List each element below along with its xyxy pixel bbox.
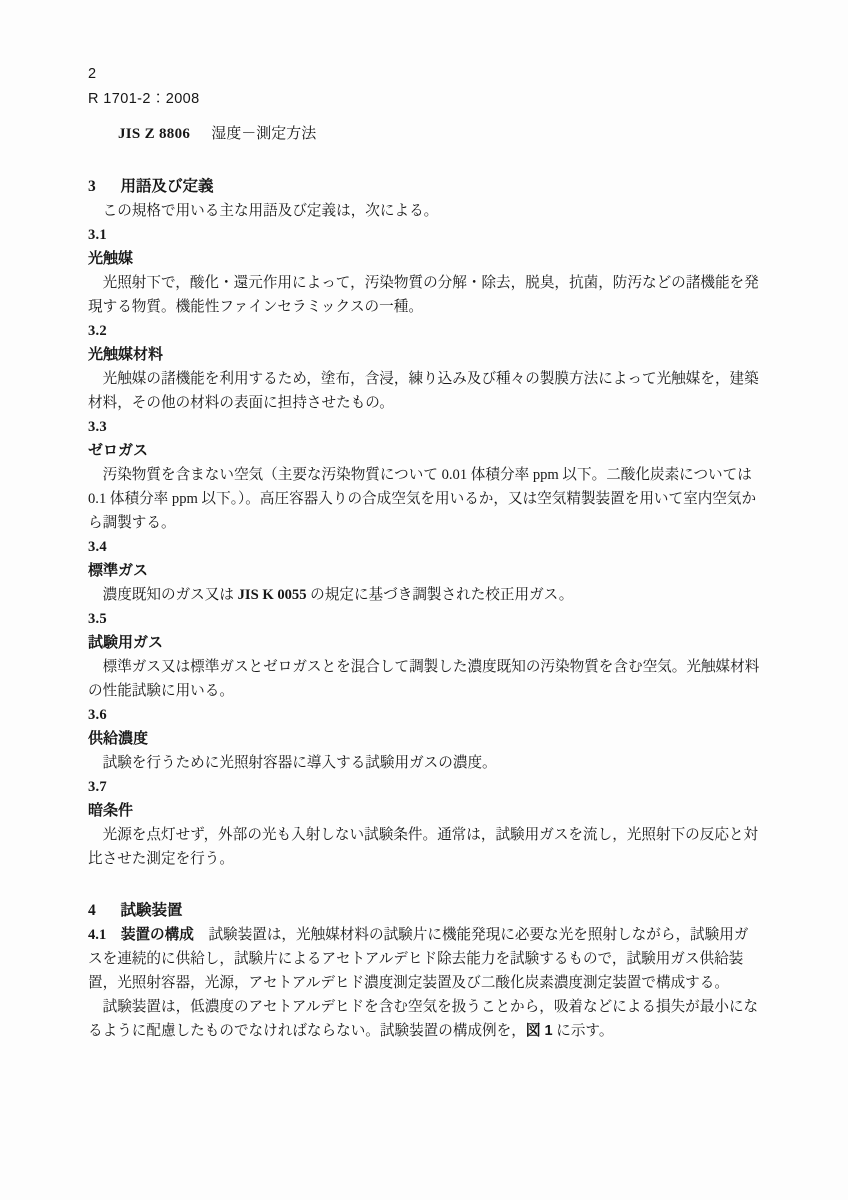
term-item-3-5 <box>88 607 760 703</box>
term-name: 光触媒 <box>88 250 134 267</box>
section-3-intro: この規格で用いる主な用語及び定義は，次による。 <box>102 203 439 219</box>
term-name: 暗条件 <box>88 802 134 819</box>
term-definition: 光照射下で，酸化・還元作用によって，汚染物質の分解・除去，脱臭，抗菌，防汚などの諸機能を発現する物質。機能性ファインセラミックスの一種。 <box>88 275 759 315</box>
term-item-3-6 <box>88 703 760 775</box>
term-definition: 汚染物質を含まない空気（主要な汚染物質について 0.01 体積分率 ppm 以下。二酸化炭素については 0.1 体積分率 ppm 以下。）。高圧容器入りの合成空気を用いるか，又は空気精製装置を用いて室内空気から調製する。 <box>88 467 757 531</box>
reference-title: 湿度－測定方法 <box>211 126 317 142</box>
section-test-apparatus <box>88 899 760 1043</box>
term-number: 3.1 <box>88 227 107 243</box>
section-4-title: 試験装置 <box>120 902 183 919</box>
term-definition: 試験を行うために光照射容器に導入する試験用ガスの濃度。 <box>102 755 497 771</box>
section-terms-and-definitions <box>88 175 760 871</box>
standard-code: R 1701-2：2008 <box>88 91 200 107</box>
term-name: 試験用ガス <box>88 634 164 651</box>
term-name: 標準ガス <box>88 562 149 579</box>
section-3-heading <box>88 175 760 199</box>
normative-reference <box>88 122 760 147</box>
term-number: 3.5 <box>88 611 107 627</box>
section-4-number: 4 <box>88 902 96 919</box>
page-number: 2 <box>88 66 97 82</box>
section-4-paragraph-2: 試験装置は，低濃度のアセトアルデヒドを含む空気を扱うことから，吸着などによる損失が最小になるように配慮したものでなければならない。試験装置の構成例を，図 1 に示す。 <box>88 999 759 1039</box>
term-number: 3.3 <box>88 419 107 435</box>
term-definition: 光源を点灯せず，外部の光も入射しない試験条件。通常は，試験用ガスを流し，光照射下の反応と対比させた測定を行う。 <box>88 827 759 867</box>
term-item-3-3 <box>88 415 760 535</box>
term-item-3-2 <box>88 319 760 415</box>
term-number: 3.2 <box>88 323 107 339</box>
term-number: 3.6 <box>88 707 107 723</box>
term-name: ゼロガス <box>88 442 149 459</box>
section-3-title: 用語及び定義 <box>120 178 214 195</box>
term-number: 3.7 <box>88 779 107 795</box>
section-4-paragraph-1: 4.1 装置の構成 試験装置は，光触媒材料の試験片に機能発現に必要な光を照射しながら，試験用ガスを連続的に供給し，試験片によるアセトアルデヒド除去能力を試験するもので，試験用ガス供給装置，光照射容器，光源，アセトアルデヒド濃度測定装置及び二酸化炭素濃度測定装置で構成する。 <box>88 927 749 991</box>
term-item-3-7 <box>88 775 760 871</box>
section-4-heading <box>88 899 760 923</box>
section-3-number: 3 <box>88 178 96 195</box>
term-definition: 濃度既知のガス又は JIS K 0055 の規定に基づき調製された校正用ガス。 <box>102 587 574 603</box>
running-header <box>88 62 760 112</box>
term-item-3-4 <box>88 535 760 607</box>
term-item-3-1 <box>88 223 760 319</box>
reference-code: JIS Z 8806 <box>118 126 191 142</box>
term-definition: 光触媒の諸機能を利用するため，塗布，含浸，練り込み及び種々の製膜方法によって光触媒を，建築材料，その他の材料の表面に担持させたもの。 <box>88 371 759 411</box>
term-number: 3.4 <box>88 539 107 555</box>
term-definition: 標準ガス又は標準ガスとゼロガスとを混合して調製した濃度既知の汚染物質を含む空気。光触媒材料の性能試験に用いる。 <box>88 659 760 699</box>
term-name: 供給濃度 <box>88 730 149 747</box>
term-name: 光触媒材料 <box>88 346 164 363</box>
